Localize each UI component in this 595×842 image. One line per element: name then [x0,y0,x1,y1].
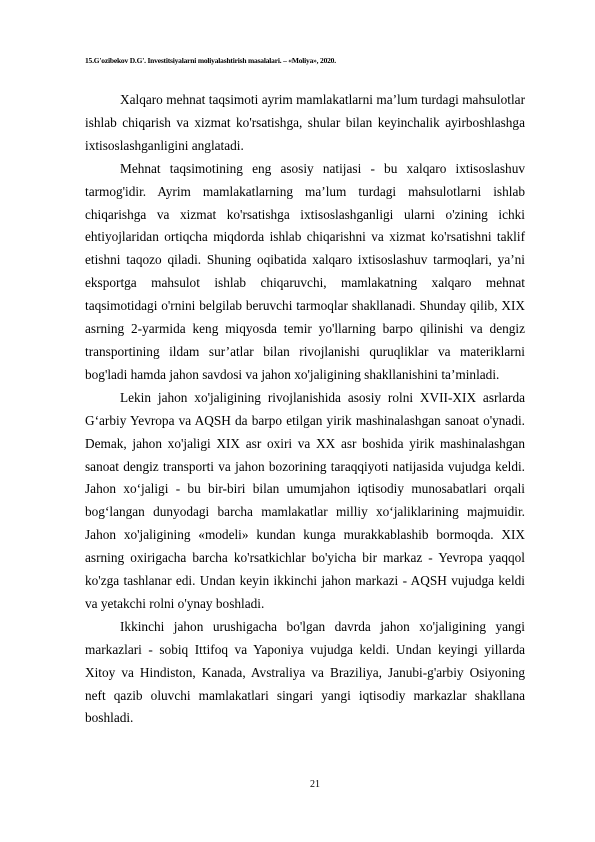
page-number: 21 [310,779,320,790]
paragraph-new-economic-centers: Ikkinchi jahon urushigacha bo'lgan davrda jahon xo'jaligining yangi markazlari - sobiq Ittifoq va Yaponiya vujudga keldi. Undan keyingi yillarda Xitoy va Hindiston, Kanada, Avstraliya va Braziliya, Janubi-g'arbiy Osiyoning neft qazib oluvchi mamlakatlari singari yangi iqtisodiy markazlar shakllana boshladi. [85,618,525,726]
paragraph-international-division-of-labor: Xalqaro mehnat taqsimoti ayrim mamlakatlarni ma’lum turdagi mahsulotlar ishlab chiqarish va xizmat ko'rsatishga, shular bilan keyinchalik ayirboshlashga ixtisoslashganligini anglatadi. [85,92,525,153]
source-footnote: 15.G'ozibekov D.G'. Investitsiyalarni moliyalashtirish masalalari. – «Moliya», 2020. [85,56,336,65]
paragraph-world-economy-development: Lekin jahon xo'jaligining rivojlanishida asosiy rolni XVII-XIX asrlarda G‘arbiy Yevropa va AQSH da barpo etilgan yirik mashinalashgan sanoat o'ynadi. Demak, jahon xo'jaligi XIX asr oxiri va XX asr boshida yirik mashinalashgan sanoat dengiz transporti va jahon bozorining taraqqiyoti natijasida vujudga keldi. Jahon xo‘jaligi - bu bir-biri bilan umumjahon iqtisodiy munosabatlari orqali bog‘langan dunyodagi barcha mamlakatlar milliy xo‘jaliklarining majmuidir. Jahon xo'jaligining «modeli» kundan kunga murakkablashib bormoqda. XIX asrning oxirigacha barcha ko'rsatkichlar bo'yicha bir markaz - Yevropa yaqqol ko'zga tashlanar edi. Undan keyin ikkinchi jahon markazi - AQSH vujudga keldi va yetakchi rolni o'ynay boshladi. [85,389,525,611]
body-text [85,89,525,730]
paragraph-specialization: Mehnat taqsimotining eng asosiy natijasi - bu xalqaro ixtisoslashuv tarmog'idir. Ayrim mamlakatlarning ma’lum turdagi mahsulotlarni ishlab chiqarishga va xizmat ko'rsatishga ixtisoslashganligi ularni o'zining ichki ehtiyojlaridan ortiqcha miqdorda ishlab chiqarishni va xizmat ko'rsatishni taklif etishni taqozo qiladi. Shuning oqibatida xalqaro ixtisoslashuv tarmoqlari, ya’ni eksportga mahsulot ishlab chiqaruvchi, mamlakatning xalqaro mehnat taqsimotidagi o'rnini belgilab beruvchi tarmoqlar shakllanadi. Shunday qilib, XIX asrning 2-yarmida keng miqyosda temir yo'llarning barpo qilinishi va dengiz transportining ildam sur’atlar bilan rivojlanishi quruqliklar va materiklarni bog'ladi hamda jahon savdosi va jahon xo'jaligining shakllanishini ta’minladi. [85,160,525,382]
